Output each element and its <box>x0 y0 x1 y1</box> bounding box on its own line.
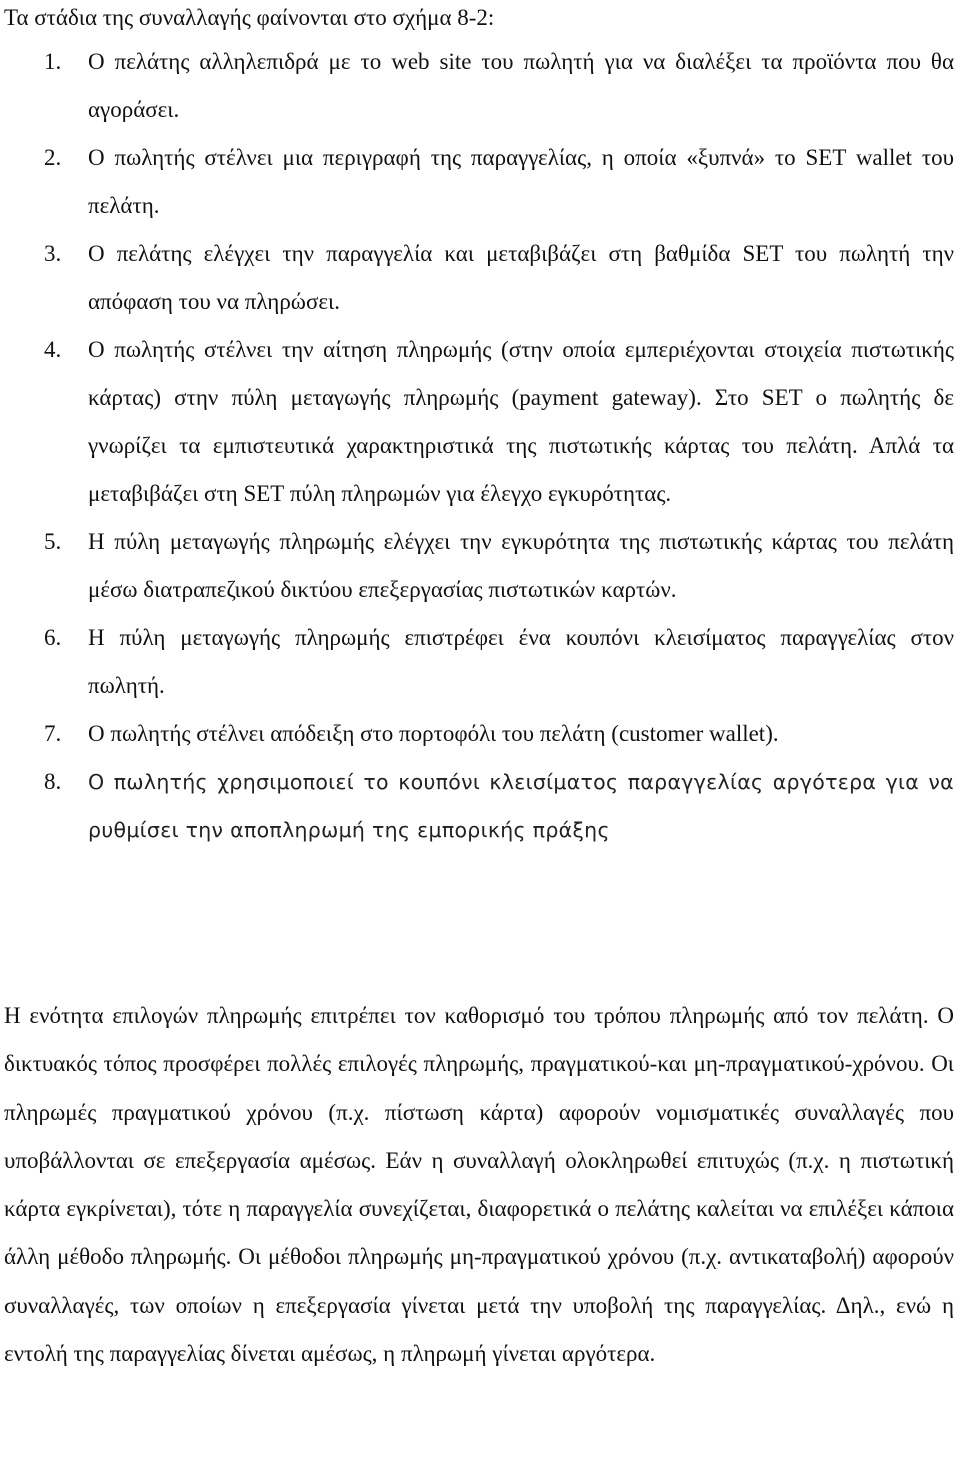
list-item <box>0 614 960 710</box>
list-item <box>0 326 960 518</box>
list-item-text: Ο πελάτης αλληλεπιδρά με το web site του πωλητή για να διαλέξει τα προϊόντα που θα αγοράσει. <box>88 49 954 122</box>
list-item-number: 3. <box>44 241 62 266</box>
list-item <box>0 758 960 854</box>
list-item-text: Η πύλη μεταγωγής πληρωμής ελέγχει την εγκυρότητα της πιστωτικής κάρτας του πελάτη μέσω διατραπεζικού δικτύου επεξεργασίας πιστωτικών καρτών. <box>88 529 954 602</box>
list-item <box>0 134 960 230</box>
list-item-number: 5. <box>44 529 62 554</box>
list-item <box>0 710 960 758</box>
list-item-number: 8. <box>44 769 62 794</box>
list-item-text: Ο πωλητής χρησιμοποιεί το κουπόνι κλεισίματος παραγγελίας αργότερα για να ρυθμίσει την αποπληρωμή της εμπορικής πράξης <box>88 770 954 842</box>
intro-line: Τα στάδια της συναλλαγής φαίνονται στο σχήμα 8-2: <box>4 5 495 30</box>
list-item-number: 4. <box>44 337 62 362</box>
list-item <box>0 230 960 326</box>
list-item-text: Ο πωλητής στέλνει την αίτηση πληρωμής (στην οποία εμπεριέχονται στοιχεία πιστωτικής κάρτας) στην πύλη μεταγωγής πληρωμής (payment gateway). Στο SET ο πωλητής δε γνωρίζει τα εμπιστευτικά χαρακτηριστικά της πιστωτικής κάρτας του πελάτη. Απλά τα μεταβιβάζει στη SET πύλη πληρωμών για έλεγχο εγκυρότητας. <box>88 337 954 506</box>
list-item-text: Ο πωλητής στέλνει μια περιγραφή της παραγγελίας, η οποία «ξυπνά» το SET wallet του πελάτη. <box>88 145 954 218</box>
list-item-number: 2. <box>44 145 62 170</box>
list-item-text: Ο πελάτης ελέγχει την παραγγελία και μεταβιβάζει στη βαθμίδα SET του πωλητή την απόφαση του να πληρώσει. <box>88 241 954 314</box>
list-item <box>0 38 960 134</box>
list-item-number: 6. <box>44 625 62 650</box>
list-item-number: 7. <box>44 721 62 746</box>
steps-list <box>0 38 960 854</box>
body-paragraph: Η ενότητα επιλογών πληρωμής επιτρέπει τον καθορισμό του τρόπου πληρωμής από τον πελάτη. Ο δικτυακός τόπος προσφέρει πολλές επιλογές πληρωμής, πραγματικού-και μη-πραγματικού-χρόνου. Οι πληρωμές πραγματικού χρόνου (π.χ. πίστωση κάρτα) αφορούν νομισματικές συναλλαγές που υποβάλλονται σε επεξεργασία αμέσως. Εάν η συναλλαγή ολοκληρωθεί επιτυχώς (π.χ. η πιστωτική κάρτα εγκρίνεται), τότε η παραγγελία συνεχίζεται, διαφορετικά ο πελάτης καλείται να επιλέξει κάποια άλλη μέθοδο πληρωμής. Οι μέθοδοι πληρωμής μη-πραγματικού χρόνου (π.χ. αντικαταβολή) αφορούν συναλλαγές, των οποίων η επεξεργασία γίνεται μετά την υποβολή της παραγγελίας. Δηλ., ενώ η εντολή της παραγγελίας δίνεται αμέσως, η πληρωμή γίνεται αργότερα. <box>4 1003 954 1367</box>
list-item <box>0 518 960 614</box>
list-item-text: Ο πωλητής στέλνει απόδειξη στο πορτοφόλι του πελάτη (customer wallet). <box>88 721 779 746</box>
list-item-number: 1. <box>44 49 62 74</box>
list-item-text: Η πύλη μεταγωγής πληρωμής επιστρέφει ένα κουπόνι κλεισίματος παραγγελίας στον πωλητή. <box>88 625 954 698</box>
